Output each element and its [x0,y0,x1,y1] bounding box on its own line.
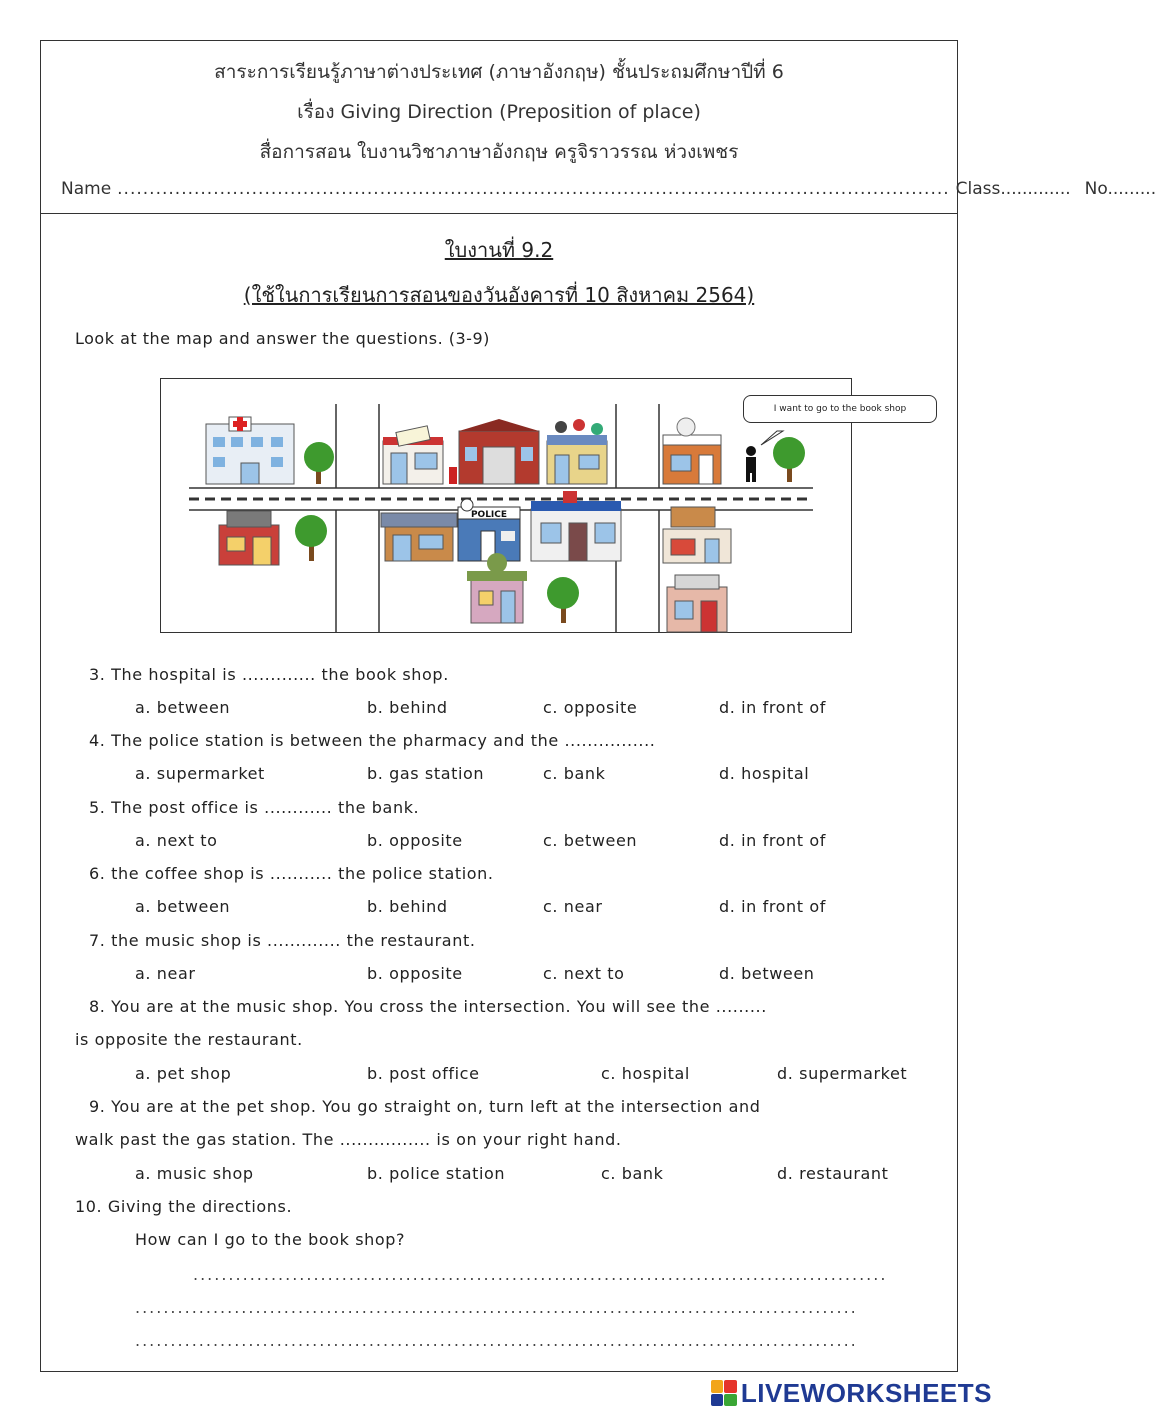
question-10-prompt: How can I go to the book shop? [135,1230,406,1249]
q6-option-b[interactable]: b. behind [367,897,448,916]
q4-option-a[interactable]: a. supermarket [135,764,265,783]
q9-option-b[interactable]: b. police station [367,1164,506,1183]
bank-building [459,419,539,484]
restaurant-building [663,507,731,563]
q6-option-d[interactable]: d. in front of [719,897,826,916]
liveworksheets-logo [711,1376,992,1410]
q7-option-b[interactable]: b. opposite [367,964,463,983]
tree-icon [773,437,805,482]
tree-icon [295,515,327,561]
question-8-cont: is opposite the restaurant. [75,1030,303,1049]
toy-shop-building [667,575,727,632]
q5-option-c[interactable]: c. between [543,831,638,850]
header-teacher: สื่อการสอน ใบงานวิชาภาษาอังกฤษ ครูจิราวรรณ ห่วงเพชร [259,141,739,163]
q3-option-b[interactable]: b. behind [367,698,448,717]
question-7: 7. the music shop is ............. the restaurant. [89,931,476,950]
q5-option-d[interactable]: d. in front of [719,831,826,850]
question-10: 10. Giving the directions. [75,1197,293,1216]
music-shop-building [547,419,607,484]
q5-option-b[interactable]: b. opposite [367,831,463,850]
speech-bubble: I want to go to the book shop [743,395,937,423]
logo-icon [711,1380,737,1406]
gas-station-building [381,513,457,561]
q8-option-c[interactable]: c. hospital [601,1064,690,1083]
person-icon [746,446,756,482]
answer-line-3[interactable]: ...................................................................................................... [135,1331,858,1350]
book-shop-building [663,418,721,484]
q3-option-d[interactable]: d. in front of [719,698,826,717]
q6-option-a[interactable]: a. between [135,897,231,916]
q7-option-d[interactable]: d. between [719,964,815,983]
q7-option-a[interactable]: a. near [135,964,196,983]
worksheet-sheet [40,40,1156,1372]
header-subject: สาระการเรียนรู้ภาษาต่างประเทศ (ภาษาอังกฤษ) ชั้นประถมศึกษาปีที่ 6 [214,61,784,83]
header-topic: เรื่อง Giving Direction (Preposition of place) [297,101,701,123]
post-office-building [383,426,457,484]
q9-option-a[interactable]: a. music shop [135,1164,254,1183]
question-8: 8. You are at the music shop. You cross the intersection. You will see the ......... [89,997,767,1016]
q4-option-c[interactable]: c. bank [543,764,606,783]
hospital-building [206,417,294,484]
brand-name: LIVEWORKSHEETS [740,1377,992,1408]
q8-option-a[interactable]: a. pet shop [135,1064,232,1083]
header-divider [41,213,957,214]
question-9-cont: walk past the gas station. The ................ is on your right hand. [75,1130,622,1149]
q3-option-a[interactable]: a. between [135,698,231,717]
number-field[interactable]: No......... [1084,179,1156,199]
question-4: 4. The police station is between the pharmacy and the ................ [89,731,656,750]
name-label: Name [61,179,112,199]
supermarket-building [531,491,621,561]
police-sign: POLICE [470,510,508,520]
tree-icon [547,577,579,623]
q9-option-d[interactable]: d. restaurant [777,1164,889,1183]
tree-icon [304,442,334,484]
answer-line-2[interactable]: ...................................................................................................... [135,1298,858,1317]
q3-option-c[interactable]: c. opposite [543,698,638,717]
question-9: 9. You are at the pet shop. You go straight on, turn left at the intersection and [89,1097,761,1116]
worksheet-title: ใบงานที่ 9.2 [444,238,554,262]
instruction: Look at the map and answer the questions. (3-9) [75,329,490,348]
q7-option-c[interactable]: c. next to [543,964,625,983]
q4-option-b[interactable]: b. gas station [367,764,485,783]
worksheet-subtitle: (ใช้ในการเรียนการสอนของวันอังคารที่ 10 สิงหาคม 2564) [243,283,755,307]
q8-option-b[interactable]: b. post office [367,1064,480,1083]
coffee-shop-building [467,553,527,623]
q8-option-d[interactable]: d. supermarket [777,1064,908,1083]
question-3: 3. The hospital is ............. the book shop. [89,665,449,684]
name-row [61,179,1156,199]
q9-option-c[interactable]: c. bank [601,1164,664,1183]
question-6: 6. the coffee shop is ........... the police station. [89,864,494,883]
name-field[interactable]: .................................................................................................................................. [117,179,950,199]
question-5: 5. The post office is ............ the bank. [89,798,420,817]
q4-option-d[interactable]: d. hospital [719,764,810,783]
answer-line-1[interactable]: .................................................................................................. [193,1265,888,1284]
class-field[interactable]: Class............. [955,179,1071,199]
police-station-building [458,499,520,561]
q5-option-a[interactable]: a. next to [135,831,218,850]
q6-option-c[interactable]: c. near [543,897,603,916]
pet-shop-building [219,511,279,565]
